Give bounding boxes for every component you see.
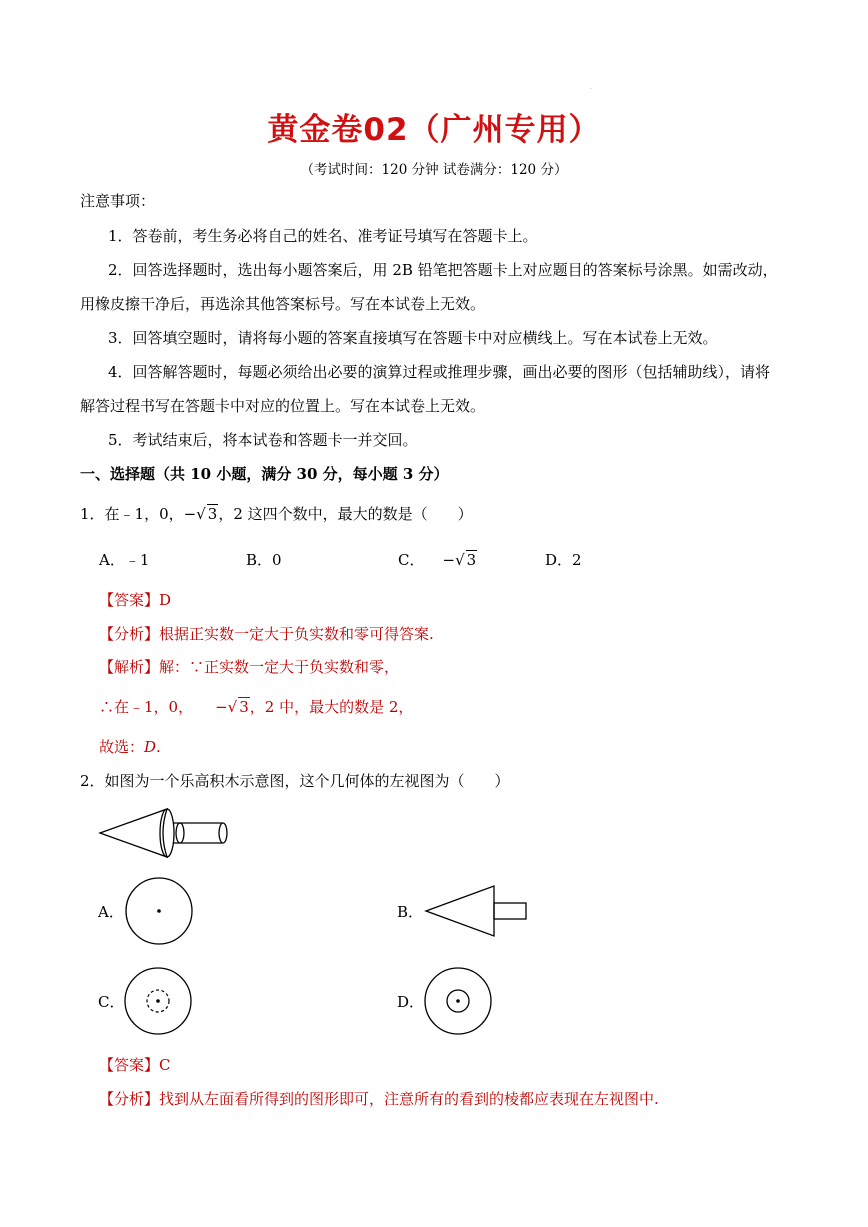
sqrt-sign: √ — [227, 698, 238, 716]
page-title: 黄金卷02（广州专用） — [267, 112, 601, 148]
solution-text: 解：∵正实数一定大于负实数和零， — [159, 658, 400, 676]
q1-solution — [99, 657, 399, 677]
notice-item-4-cont: 解答过程书写在答题卡中对应的位置上。写在本试卷上无效。 — [80, 397, 486, 415]
choose-letter: D — [144, 738, 157, 756]
analysis-tag: 【分析】 — [99, 1090, 160, 1108]
q2-stem: 2．如图为一个乐高积木示意图，这个几何体的左视图为（ ） — [80, 772, 510, 790]
q2-analysis — [99, 1089, 659, 1109]
notice-item-1: 1．答卷前，考生务必将自己的姓名、准考证号填写在答题卡上。 — [108, 227, 538, 245]
q2-option-d-label: D． — [397, 993, 425, 1011]
choose-end: . — [156, 738, 161, 756]
q1-therefore — [99, 697, 413, 717]
choose-label: 故选： — [99, 738, 145, 756]
q1-option-d: D．2 — [545, 551, 582, 569]
q2-option-b-figure — [424, 884, 534, 939]
q1-answer: 【答案】D — [99, 591, 172, 609]
q1-neg-sign: − — [442, 551, 456, 569]
cone-shape — [100, 809, 167, 857]
notice-heading: 注意事项： — [80, 192, 156, 210]
notice-item-4: 4．回答解答题时，每题必须给出必要的演算过程或推理步骤，画出必要的图形（包括辅助线），请将 — [108, 363, 771, 381]
cylinder-inner-end — [176, 823, 184, 843]
page-dot: · — [590, 86, 592, 93]
cone-base — [160, 809, 174, 857]
q2-option-d-figure — [424, 967, 494, 1037]
sqrt-sign: √ — [196, 505, 206, 523]
q2-option-c-label: C． — [98, 993, 125, 1011]
exam-time-info: （考试时间：120 分钟 试卷满分：120 分） — [300, 162, 568, 178]
q1-option-a: A．﹣1 — [99, 551, 150, 569]
q1-option-b: B．0 — [246, 551, 282, 569]
sqrt-radicand: 3 — [466, 551, 477, 569]
q1-stem-end: ，2 这四个数中，最大的数是（ ） — [218, 505, 473, 523]
analysis-text: 根据正实数一定大于负实数和零可得答案. — [159, 625, 434, 643]
notice-item-5: 5．考试结束后，将本试卷和答题卡一并交回。 — [108, 431, 418, 449]
q2-option-a-figure — [125, 876, 195, 946]
q1-stem-start: 1．在﹣1，0， — [80, 505, 184, 523]
notice-item-2: 2．回答选择题时，选出每小题答案后，用 2B 铅笔把答题卡上对应题目的答案标号涂黑。如需改动， — [108, 261, 778, 279]
q1-option-c-label: C． — [398, 551, 425, 569]
notice-item-3: 3．回答填空题时，请将每小题的答案直接填写在答题卡中对应横线上。写在本试卷上无效。 — [108, 329, 718, 347]
therefore-start: ∴在﹣1，0， — [99, 698, 194, 716]
sqrt-radicand: 3 — [207, 505, 218, 523]
q1-analysis — [99, 624, 434, 644]
cylinder-sides — [173, 823, 223, 843]
analysis-tag: 【分析】 — [99, 625, 160, 643]
q1-option-c — [398, 550, 477, 570]
q1-stem — [80, 504, 473, 524]
q1-sqrt — [196, 504, 218, 524]
q2-answer: 【答案】C — [99, 1056, 171, 1074]
q2-option-c-figure — [125, 967, 195, 1037]
q1-neg-sign: − — [215, 698, 228, 716]
q2-option-a-label: A． — [98, 903, 124, 921]
lego-figure — [95, 805, 235, 865]
notice-item-2-cont: 用橡皮擦干净后，再选涂其他答案标号。写在本试卷上无效。 — [80, 295, 486, 313]
sqrt-sign: √ — [455, 551, 465, 569]
q1-sqrt — [228, 697, 250, 717]
q1-choose — [99, 737, 161, 757]
cylinder-end — [219, 823, 227, 843]
section-heading: 一、选择题（共 10 小题，满分 30 分，每小题 3 分） — [80, 465, 449, 483]
analysis-text: 找到从左面看所得到的图形即可，注意所有的看到的棱都应表现在左视图中. — [159, 1090, 659, 1108]
q1-sqrt — [455, 550, 477, 570]
sqrt-radicand: 3 — [239, 698, 249, 716]
q2-option-b-label: B． — [397, 903, 424, 921]
therefore-end: ，2 中，最大的数是 2， — [249, 698, 414, 716]
q1-neg-sign: − — [183, 505, 197, 523]
solution-tag: 【解析】 — [99, 658, 160, 676]
